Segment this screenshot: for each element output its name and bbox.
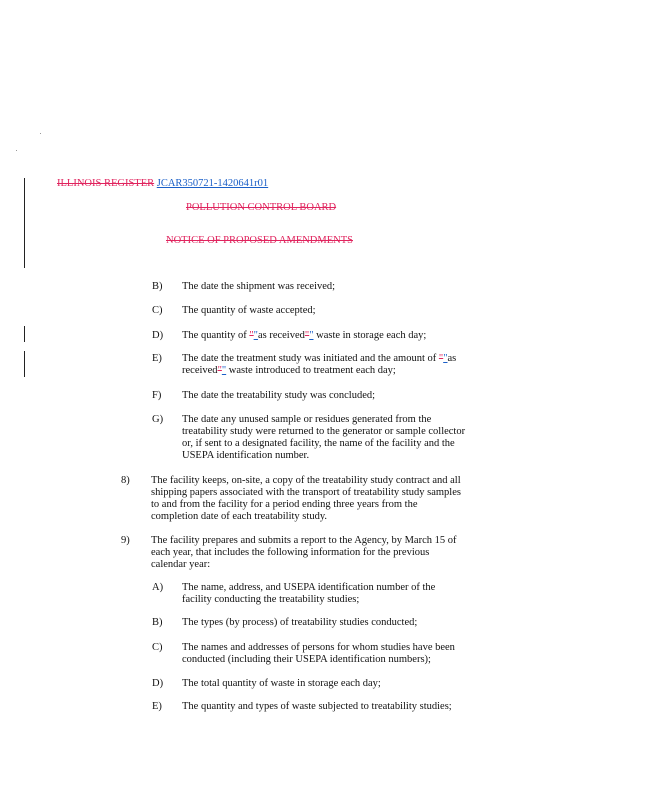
item-label: B)	[152, 281, 163, 292]
text-line: or, if sent to a designated facility, the name of the facility and the	[182, 438, 455, 449]
board-title: POLLUTION CONTROL BOARD	[186, 202, 337, 213]
item-text	[182, 582, 435, 606]
change-bar	[24, 351, 25, 377]
item-text: The types (by process) of treatability studies conducted;	[182, 617, 418, 628]
text-line: USEPA identification number.	[182, 450, 310, 461]
text-line: The names and addresses of persons for whom studies have been	[182, 642, 455, 653]
item-text	[182, 330, 426, 342]
deleted-quote: "	[304, 330, 310, 341]
text-line: conducted (including their USEPA identification numbers);	[182, 654, 431, 665]
text-line: The facility keeps, on-site, a copy of the treatability study contract and all	[151, 475, 461, 486]
text-line: The date any unused sample or residues generated from the	[182, 414, 432, 425]
item-text	[182, 414, 465, 462]
inserted-quote: "	[221, 365, 227, 376]
text-line: each year, that includes the following information for the previous	[151, 547, 430, 558]
item-text	[182, 353, 456, 377]
item-label: C)	[152, 642, 163, 653]
item-text	[151, 535, 456, 571]
change-bar	[24, 326, 25, 342]
text-line: facility conducting the treatability studies;	[182, 594, 360, 605]
item-label: B)	[152, 617, 163, 628]
deleted-quote: "	[217, 365, 222, 376]
text-line	[182, 353, 456, 365]
item-label: E)	[152, 701, 162, 712]
text-segment: The quantity of	[182, 330, 250, 341]
text-line	[182, 365, 456, 377]
text-line: completion date of each treatability study.	[151, 511, 328, 522]
item-text	[151, 475, 461, 523]
text-segment: received	[182, 365, 218, 376]
item-label: G)	[152, 414, 164, 425]
change-bar	[24, 178, 25, 268]
text-line: calendar year:	[151, 559, 211, 570]
inserted-quote: "	[253, 330, 258, 341]
item-label: 8)	[121, 475, 130, 486]
item-text: The quantity of waste accepted;	[182, 305, 316, 316]
register-inserted: JCAR350721-1420641r01	[156, 178, 269, 189]
item-text: The date the shipment was received;	[182, 281, 336, 292]
scan-speck	[40, 133, 41, 134]
item-label: F)	[152, 390, 162, 401]
item-label: E)	[152, 353, 162, 364]
register-header	[57, 178, 268, 190]
deleted-quote: "	[249, 330, 254, 341]
text-segment: as received	[257, 330, 305, 341]
item-label: C)	[152, 305, 163, 316]
inserted-quote: "	[309, 330, 314, 341]
inserted-quote: "	[443, 353, 448, 364]
item-text: The quantity and types of waste subjected to treatability studies;	[182, 701, 452, 712]
text-line: The name, address, and USEPA identification number of the	[182, 582, 436, 593]
scan-speck	[16, 150, 17, 151]
item-text	[182, 642, 455, 666]
item-text: The date the treatability study was concluded;	[182, 390, 376, 401]
register-deleted: ILLINOIS REGISTER	[57, 178, 155, 189]
notice-title: NOTICE OF PROPOSED AMENDMENTS	[166, 235, 353, 246]
item-text: The total quantity of waste in storage each day;	[182, 678, 381, 689]
text-segment: as	[447, 353, 457, 364]
text-segment: waste introduced to treatment each day;	[226, 365, 396, 376]
text-segment: The date the treatment study was initiated and the amount of	[182, 353, 439, 364]
item-label: D)	[152, 678, 164, 689]
text-segment: waste in storage each day;	[313, 330, 427, 341]
text-line: shipping papers associated with the transport of treatability study samples	[151, 487, 461, 498]
item-label: A)	[152, 582, 164, 593]
deleted-quote: "	[438, 353, 444, 364]
item-label: 9)	[121, 535, 130, 546]
text-line: to and from the facility for a period ending three years from the	[151, 499, 418, 510]
text-line: treatability study were returned to the generator or sample collector	[182, 426, 466, 437]
text-line: The facility prepares and submits a report to the Agency, by March 15 of	[151, 535, 457, 546]
item-label: D)	[152, 330, 164, 341]
